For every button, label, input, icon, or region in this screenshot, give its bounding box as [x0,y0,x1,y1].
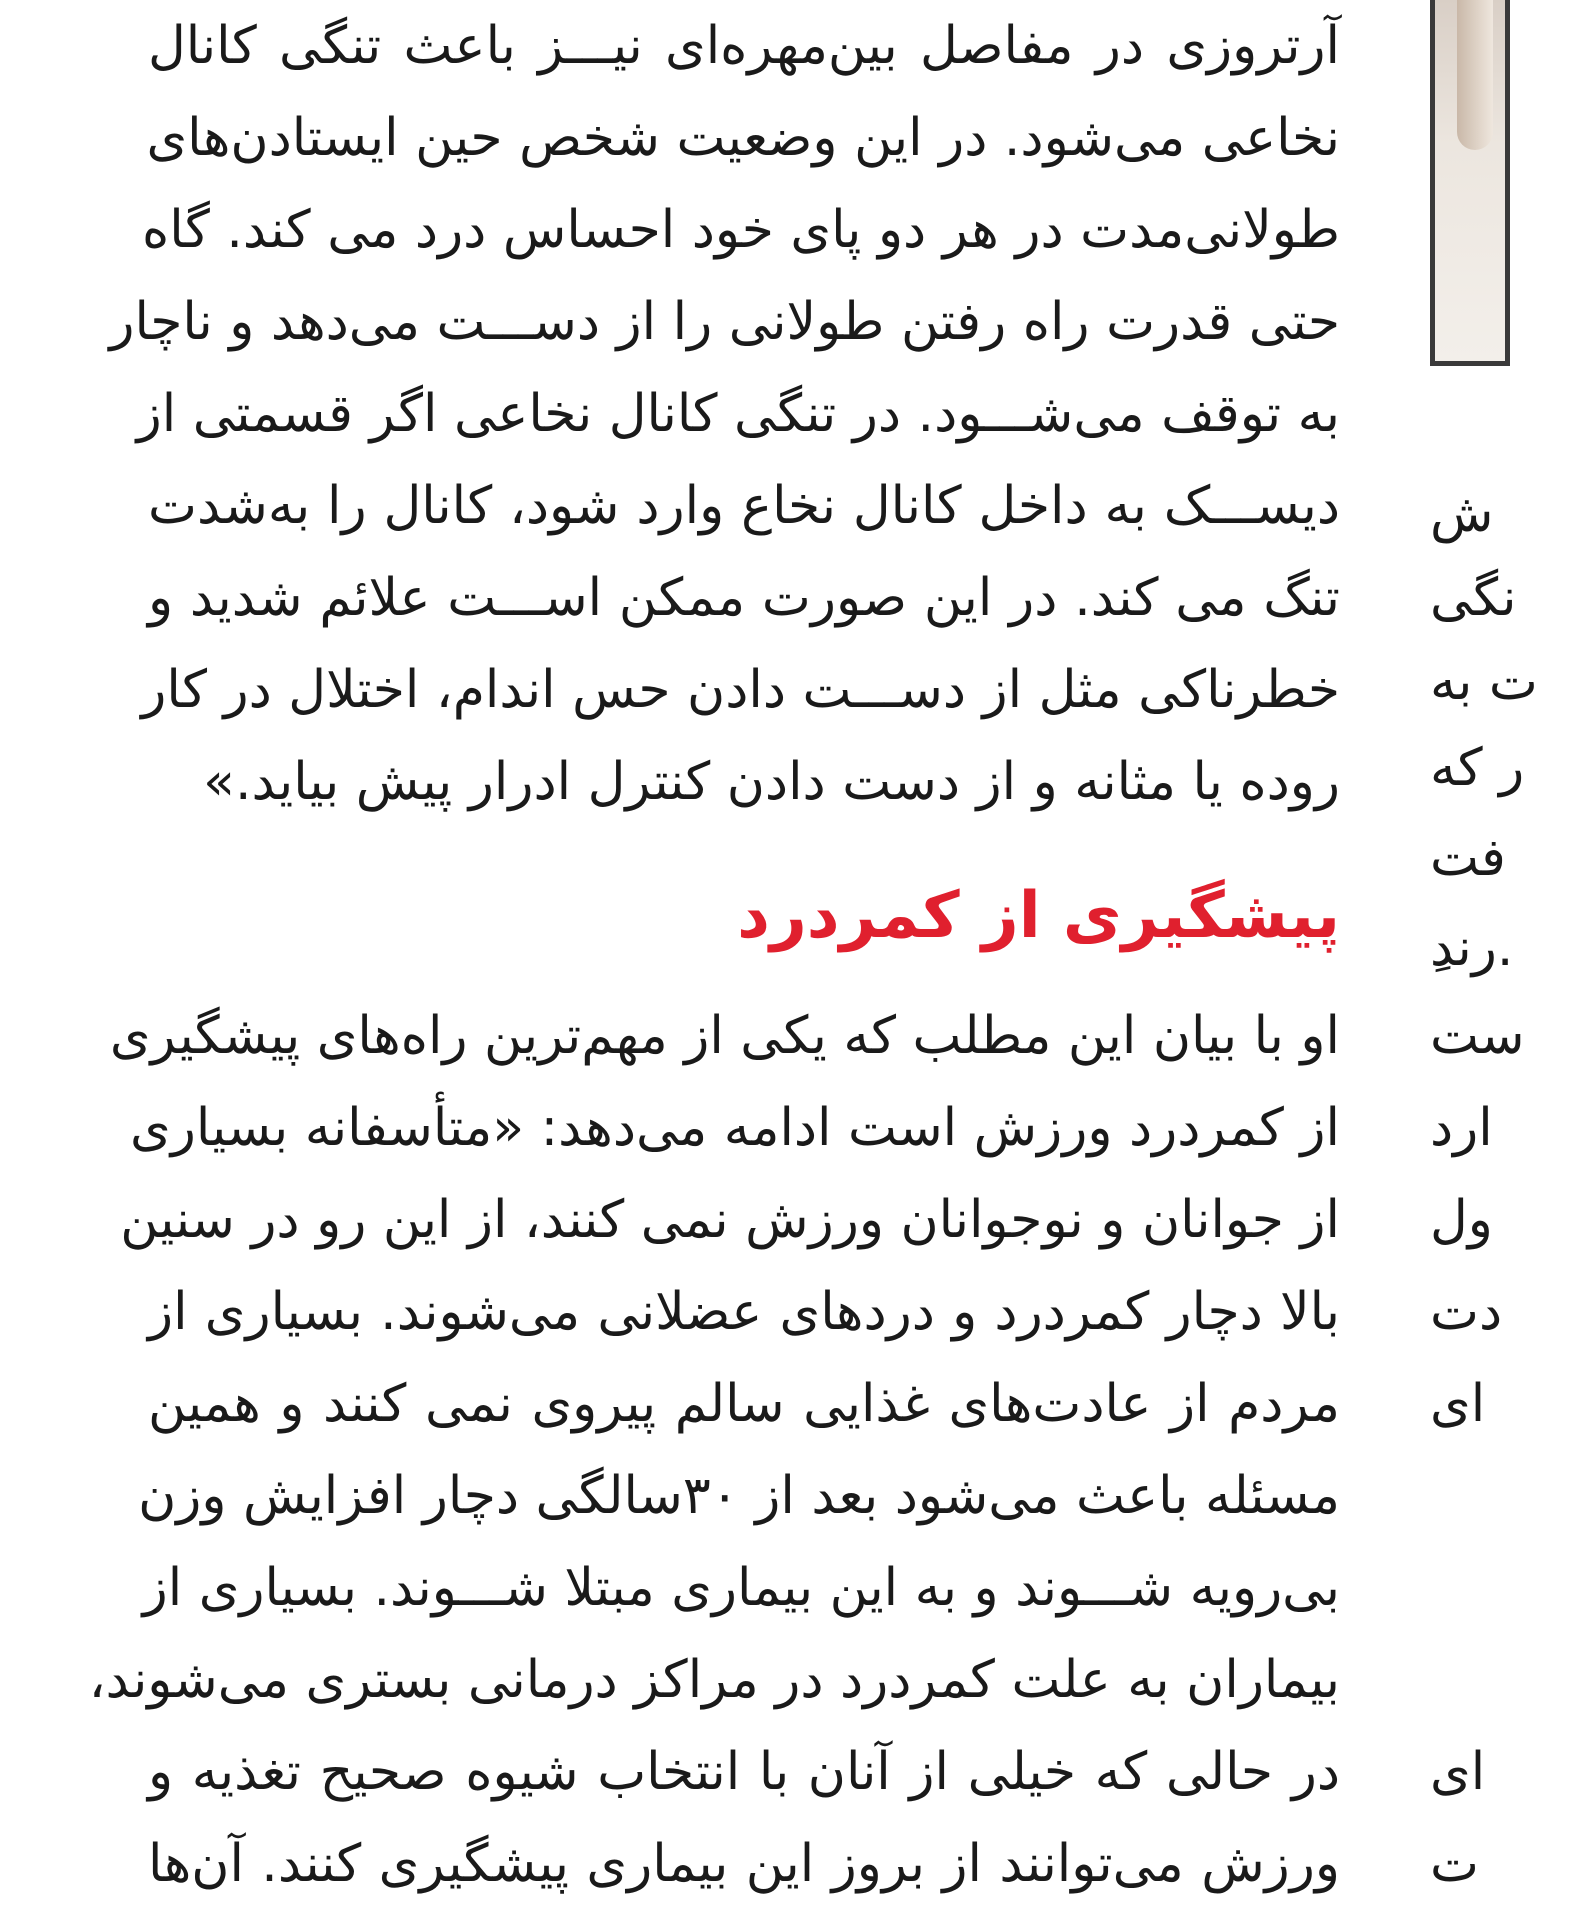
paragraph-line: روده یا مثانه و از دست دادن کنترل ادرار پیش بیاید.» [203,752,1340,812]
side-fragment-text: نگی [1430,568,1517,628]
side-fragment-text: ارد [1430,1098,1493,1158]
side-fragment-text: فت [1430,828,1506,888]
adjacent-column-fragment [1430,0,1538,1894]
side-fragment-text: ش [1430,484,1494,544]
paragraph-line: نخاعی می‌شود. در این وضعیت شخص حین ایستادن‌های [146,108,1340,168]
side-fragment-text: ول [1430,1190,1493,1250]
paragraph-line: از کمردرد ورزش است ادامه می‌دهد: «متأسفانه بسیاری [130,1098,1340,1158]
paragraph-line: طولانی‌مدت در هر دو پای خود احساس درد می کند. گاه [142,200,1340,260]
paragraph-line: بیماران به علت کمردرد در مراکز درمانی بستری می‌شوند، [88,1650,1340,1710]
paragraph-line: حتی قدرت راه رفتن طولانی را از دســـت می‌دهد و ناچار [109,292,1340,352]
paragraph-line: خطرناکی مثل از دســـت دادن حس اندام، اختلال در کار [141,660,1340,720]
side-fragment-text: ست [1430,1006,1525,1066]
paragraph-line: او با بیان این مطلب که یکی از مهم‌ترین راه‌های پیشگیری [109,1006,1340,1066]
side-fragment-text: ای [1430,1742,1486,1802]
paragraph-line: تنگ می کند. در این صورت ممکن اســـت علائم شدید و [148,568,1340,628]
paragraph-line: از جوانان و نوجوانان ورزش نمی کنند، از این رو در سنین [120,1190,1340,1250]
paragraph-line: آرتروزی در مفاصل بین‌مهره‌ای نیـــز باعث تنگی کانال [148,16,1340,76]
paragraph-line: در حالی که خیلی از آنان با انتخاب شیوه صحیح تغذیه و [148,1742,1340,1802]
paragraph-line: مردم از عادت‌های غذایی سالم پیروی نمی کنند و همین [148,1374,1340,1434]
side-fragment-text: ت [1430,1834,1479,1894]
side-fragment-text: ِرند. [1430,918,1514,978]
side-fragment-text: دت [1430,1282,1503,1342]
side-fragment-text: ای [1430,1374,1486,1434]
paragraph-line: بالا دچار کمردرد و دردهای عضلانی می‌شوند. بسیاری از [148,1282,1340,1342]
paragraph-line: مسئله باعث می‌شود بعد از ۳۰سالگی دچار افزایش وزن [138,1466,1340,1526]
paragraph-line: ورزش می‌توانند از بروز این بیماری پیشگیری کنند. آن‌ها [148,1834,1340,1894]
paragraph-line: بی‌رویه شـــوند و به این بیماری مبتلا شـــوند. بسیاری از [142,1558,1340,1618]
side-fragment-text: ت به [1430,652,1538,712]
section-heading: پیشگیری از کمردرد [737,879,1340,953]
paragraph-line: دیســـک به داخل کانال نخاع وارد شود، کانال را به‌شدت [148,476,1340,536]
side-fragment-text: ر که [1430,738,1525,798]
paragraph-line: به توقف می‌شـــود. در تنگی کانال نخاعی اگر قسمتی از [136,384,1340,444]
